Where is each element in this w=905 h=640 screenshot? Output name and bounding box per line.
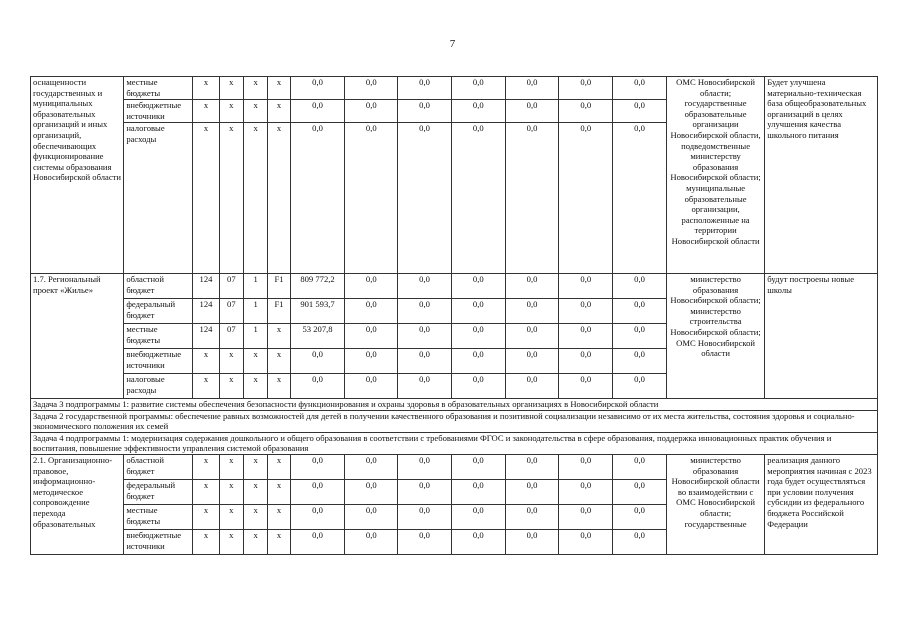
amount-cell: 0,0 — [451, 454, 505, 479]
budget-code-cell: х — [268, 504, 290, 529]
budget-code-cell: 07 — [219, 299, 243, 324]
amount-cell: 0,0 — [505, 479, 559, 504]
amount-cell: 0,0 — [613, 100, 667, 123]
table-row — [31, 77, 878, 100]
task-row — [31, 399, 878, 411]
budget-code-cell: х — [219, 349, 243, 374]
amount-cell: 0,0 — [613, 324, 667, 349]
amount-cell: 0,0 — [613, 529, 667, 554]
amount-cell: 0,0 — [398, 454, 452, 479]
measure-name-cell: 1.7. Региональный проект «Жилье» — [31, 274, 124, 399]
expected-result-cell: Будет улучшена материально-техническая база общеобразовательных организаций в целях улучшения качества школьного питания — [765, 77, 878, 274]
amount-cell: 0,0 — [559, 123, 613, 274]
executor-cell: ОМС Новосибирской области; государственные образовательные организации Новосибирской области, подведомственные министерству образования Новосибирской области; муниципальные образовательные организации, расположенные на территории Новосибирской области — [666, 77, 764, 274]
amount-cell: 0,0 — [559, 77, 613, 100]
measure-name-cell: оснащенности государственных и муниципальных образовательных организаций и иных организаций, обеспечивающих функционирование системы образования Новосибирской области — [31, 77, 124, 274]
amount-cell: 0,0 — [398, 274, 452, 299]
budget-code-cell: х — [193, 454, 219, 479]
executor-cell: министерство образования Новосибирской области; министерство строительства Новосибирской области; ОМС Новосибирской области — [666, 274, 764, 399]
expected-result-cell: реализация данного мероприятия начиная с 2023 года будет осуществляться при условии получения субсидии из федерального бюджета Российской Федерации — [765, 454, 878, 554]
budget-code-cell: х — [219, 529, 243, 554]
table-row — [31, 454, 878, 479]
amount-cell: 0,0 — [505, 299, 559, 324]
funding-source-cell: местные бюджеты — [124, 77, 193, 100]
amount-cell: 0,0 — [559, 504, 613, 529]
budget-code-cell: х — [193, 479, 219, 504]
amount-cell: 0,0 — [505, 123, 559, 274]
task-row — [31, 432, 878, 454]
budget-code-cell: х — [193, 123, 219, 274]
amount-cell: 0,0 — [613, 504, 667, 529]
amount-cell: 0,0 — [345, 349, 398, 374]
funding-source-cell: местные бюджеты — [124, 504, 193, 529]
budget-code-cell: х — [219, 479, 243, 504]
funding-source-cell: областной бюджет — [124, 454, 193, 479]
amount-cell: 0,0 — [613, 299, 667, 324]
amount-cell: 0,0 — [505, 374, 559, 399]
budget-code-cell: х — [268, 454, 290, 479]
funding-source-cell: налоговые расходы — [124, 374, 193, 399]
budget-code-cell: х — [219, 77, 243, 100]
amount-cell: 0,0 — [451, 299, 505, 324]
budget-code-cell: 124 — [193, 299, 219, 324]
budget-code-cell: х — [268, 529, 290, 554]
amount-cell: 0,0 — [613, 349, 667, 374]
budget-code-cell: х — [268, 123, 290, 274]
amount-cell: 0,0 — [290, 123, 345, 274]
budget-code-cell: х — [268, 100, 290, 123]
funding-source-cell: внебюджетные источники — [124, 100, 193, 123]
task-row — [31, 410, 878, 432]
budget-code-cell: х — [243, 349, 267, 374]
budget-code-cell: х — [219, 504, 243, 529]
amount-cell: 0,0 — [290, 529, 345, 554]
page-number: 7 — [449, 38, 456, 50]
executor-cell: министерство образования Новосибирской области во взаимодействии с ОМС Новосибирской области; государственные — [666, 454, 764, 554]
amount-cell: 0,0 — [451, 349, 505, 374]
amount-cell: 0,0 — [398, 77, 452, 100]
amount-cell: 0,0 — [451, 100, 505, 123]
amount-cell: 0,0 — [505, 100, 559, 123]
budget-code-cell: х — [243, 77, 267, 100]
amount-cell: 0,0 — [290, 374, 345, 399]
amount-cell: 0,0 — [398, 123, 452, 274]
funding-source-cell: областной бюджет — [124, 274, 193, 299]
amount-cell: 0,0 — [451, 504, 505, 529]
budget-code-cell: х — [243, 100, 267, 123]
amount-cell: 0,0 — [559, 100, 613, 123]
amount-cell: 0,0 — [559, 324, 613, 349]
funding-source-cell: федеральный бюджет — [124, 299, 193, 324]
funding-source-cell: федеральный бюджет — [124, 479, 193, 504]
amount-cell: 0,0 — [451, 479, 505, 504]
amount-cell: 0,0 — [613, 374, 667, 399]
amount-cell: 0,0 — [398, 100, 452, 123]
budget-code-cell: 1 — [243, 324, 267, 349]
amount-cell: 0,0 — [613, 454, 667, 479]
budget-code-cell: х — [219, 123, 243, 274]
budget-code-cell: 1 — [243, 299, 267, 324]
amount-cell: 0,0 — [345, 504, 398, 529]
budget-code-cell: х — [243, 123, 267, 274]
amount-cell: 0,0 — [398, 479, 452, 504]
expected-result-cell: будут построены новые школы — [765, 274, 878, 399]
budget-code-cell: х — [243, 374, 267, 399]
amount-cell: 0,0 — [505, 454, 559, 479]
amount-cell: 0,0 — [451, 374, 505, 399]
measure-name-cell: 2.1. Организационно-правовое, информационно-методическое сопровождение перехода образовательных — [31, 454, 124, 554]
budget-code-cell: х — [193, 77, 219, 100]
amount-cell: 0,0 — [398, 374, 452, 399]
amount-cell: 809 772,2 — [290, 274, 345, 299]
amount-cell: 0,0 — [290, 100, 345, 123]
amount-cell: 0,0 — [451, 529, 505, 554]
amount-cell: 0,0 — [345, 374, 398, 399]
amount-cell: 0,0 — [398, 324, 452, 349]
amount-cell: 0,0 — [559, 374, 613, 399]
amount-cell: 0,0 — [505, 274, 559, 299]
amount-cell: 0,0 — [505, 504, 559, 529]
amount-cell: 53 207,8 — [290, 324, 345, 349]
amount-cell: 0,0 — [613, 77, 667, 100]
budget-code-cell: х — [243, 454, 267, 479]
amount-cell: 0,0 — [290, 454, 345, 479]
amount-cell: 0,0 — [345, 274, 398, 299]
amount-cell: 0,0 — [451, 274, 505, 299]
budget-code-cell: х — [268, 77, 290, 100]
budget-code-cell: х — [268, 349, 290, 374]
budget-code-cell: х — [268, 324, 290, 349]
program-table — [30, 76, 878, 555]
amount-cell: 0,0 — [559, 349, 613, 374]
task-text-cell: Задача 2 государственной программы: обеспечение равных возможностей для детей в получении качественного образования и позитивной социализации независимо от их места жительства, состояния здоровья и социально-экономического положения их семей — [31, 410, 878, 432]
budget-code-cell: х — [268, 479, 290, 504]
budget-code-cell: х — [268, 374, 290, 399]
budget-code-cell: х — [193, 100, 219, 123]
task-text-cell: Задача 3 подпрограммы 1: развитие системы обеспечения безопасности функционирования и охраны здоровья в образовательных организациях в Новосибирской области — [31, 399, 878, 411]
budget-code-cell: х — [219, 454, 243, 479]
budget-code-cell: х — [193, 504, 219, 529]
amount-cell: 0,0 — [613, 123, 667, 274]
amount-cell: 0,0 — [613, 274, 667, 299]
amount-cell: 0,0 — [559, 274, 613, 299]
amount-cell: 0,0 — [559, 299, 613, 324]
amount-cell: 0,0 — [451, 123, 505, 274]
amount-cell: 0,0 — [290, 479, 345, 504]
amount-cell: 0,0 — [290, 77, 345, 100]
amount-cell: 0,0 — [345, 324, 398, 349]
funding-source-cell: внебюджетные источники — [124, 349, 193, 374]
budget-code-cell: F1 — [268, 274, 290, 299]
budget-code-cell: 124 — [193, 324, 219, 349]
amount-cell: 0,0 — [505, 77, 559, 100]
amount-cell: 0,0 — [451, 77, 505, 100]
amount-cell: 0,0 — [613, 479, 667, 504]
amount-cell: 0,0 — [345, 123, 398, 274]
amount-cell: 0,0 — [290, 349, 345, 374]
amount-cell: 0,0 — [398, 299, 452, 324]
amount-cell: 0,0 — [505, 529, 559, 554]
budget-code-cell: 07 — [219, 274, 243, 299]
amount-cell: 0,0 — [559, 479, 613, 504]
budget-code-cell: х — [219, 374, 243, 399]
budget-code-cell: х — [193, 374, 219, 399]
amount-cell: 0,0 — [559, 529, 613, 554]
task-text-cell: Задача 4 подпрограммы 1: модернизация содержания дошкольного и общего образования в соответствии с требованиями ФГОС и законодательства в сфере образования, поддержка инновационных практик обучения и воспитания, повышение эффективности управления системой образования — [31, 432, 878, 454]
funding-source-cell: местные бюджеты — [124, 324, 193, 349]
amount-cell: 0,0 — [505, 324, 559, 349]
amount-cell: 0,0 — [345, 299, 398, 324]
amount-cell: 901 593,7 — [290, 299, 345, 324]
amount-cell: 0,0 — [451, 324, 505, 349]
amount-cell: 0,0 — [398, 504, 452, 529]
amount-cell: 0,0 — [345, 77, 398, 100]
amount-cell: 0,0 — [345, 529, 398, 554]
amount-cell: 0,0 — [290, 504, 345, 529]
budget-code-cell: х — [243, 479, 267, 504]
amount-cell: 0,0 — [345, 454, 398, 479]
amount-cell: 0,0 — [559, 454, 613, 479]
amount-cell: 0,0 — [505, 349, 559, 374]
amount-cell: 0,0 — [345, 100, 398, 123]
budget-code-cell: х — [193, 529, 219, 554]
budget-code-cell: 124 — [193, 274, 219, 299]
budget-code-cell: 1 — [243, 274, 267, 299]
budget-code-cell: 07 — [219, 324, 243, 349]
budget-code-cell: х — [243, 504, 267, 529]
amount-cell: 0,0 — [345, 479, 398, 504]
funding-source-cell: налоговые расходы — [124, 123, 193, 274]
funding-source-cell: внебюджетные источники — [124, 529, 193, 554]
budget-code-cell: х — [193, 349, 219, 374]
budget-code-cell: х — [243, 529, 267, 554]
amount-cell: 0,0 — [398, 349, 452, 374]
budget-code-cell: F1 — [268, 299, 290, 324]
amount-cell: 0,0 — [398, 529, 452, 554]
budget-code-cell: х — [219, 100, 243, 123]
table-row — [31, 274, 878, 299]
